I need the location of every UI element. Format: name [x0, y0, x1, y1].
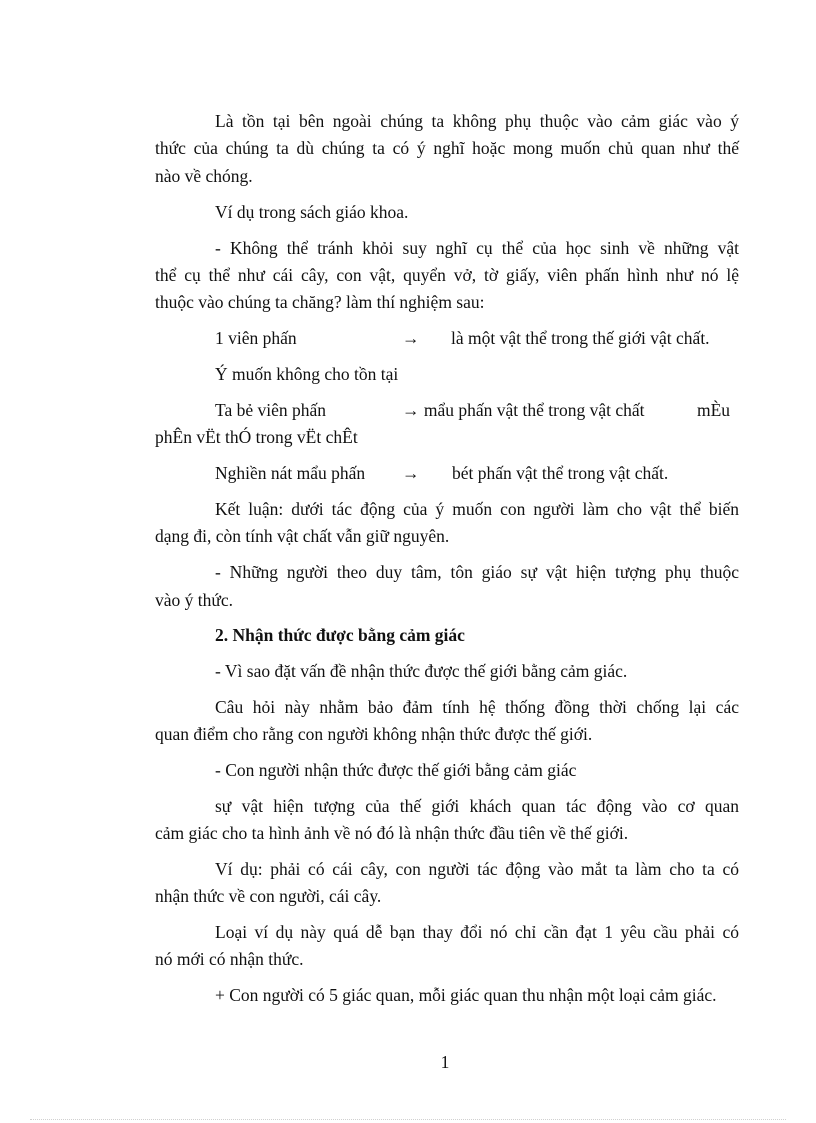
- conclusion-line-2: dạng đi, còn tính vật chất vẫn giữ nguyên.: [155, 526, 450, 546]
- arrow-icon: →: [402, 328, 420, 348]
- paragraph-2-line-2: thể cụ thể như cái cây, con vật, quyển vở, tờ giấy, viên phấn hình như nó lệ: [155, 265, 739, 285]
- example-intro: Ví dụ trong sách giáo khoa.: [215, 202, 409, 222]
- explanation-line-1: sự vật hiện tượng của thế giới khách quan tác động vào cơ quan: [215, 796, 739, 816]
- example-line-2: nhận thức về con người, cái cây.: [155, 886, 382, 906]
- section-heading: 2. Nhận thức được bằng cảm giác: [215, 625, 465, 645]
- paragraph-1-line-3: nào về chóng.: [155, 166, 253, 186]
- paragraph-1-line-1: Là tồn tại bên ngoài chúng ta không phụ thuộc vào cảm giác vào ý: [215, 111, 739, 131]
- experiment-row-3-left: Ta bẻ viên phấn: [215, 400, 327, 420]
- page-number: 1: [440, 1052, 450, 1072]
- experiment-row-2: Ý muốn không cho tồn tại: [215, 364, 399, 384]
- paragraph-2-line-1: - Không thể tránh khỏi suy nghĩ cụ thể của học sinh về những vật: [215, 238, 739, 258]
- claim: - Con người nhận thức được thế giới bằng cảm giác: [215, 760, 577, 780]
- paragraph-1-line-2: thức của chúng ta dù chúng ta có ý nghĩ hoặc mong muốn chủ quan như thế: [155, 138, 739, 158]
- page-bottom-divider: [30, 1119, 786, 1120]
- note-line-1: Loại ví dụ này quá dễ bạn thay đổi nó chỉ cần đạt 1 yêu cầu phải có: [215, 922, 739, 942]
- experiment-row-3-tail: mÈu: [697, 400, 731, 420]
- example-line-1: Ví dụ: phải có cái cây, con người tác động vào mắt ta làm cho ta có: [215, 859, 739, 879]
- experiment-row-1-right: là một vật thể trong thế giới vật chất.: [451, 328, 710, 348]
- idealism-line-1: - Những người theo duy tâm, tôn giáo sự vật hiện tượng phụ thuộc: [215, 562, 739, 582]
- experiment-row-3-right: → mẩu phấn vật thể trong vật chất: [402, 400, 645, 420]
- experiment-row-4-left: Nghiền nát mẩu phấn: [215, 463, 366, 483]
- experiment-row-3-continued: phÊn vËt thÓ trong vËt chÊt: [155, 427, 358, 447]
- senses: + Con người có 5 giác quan, mỗi giác quan thu nhận một loại cảm giác.: [215, 985, 717, 1005]
- experiment-row-1-left: 1 viên phấn: [215, 328, 297, 348]
- arrow-icon: →: [402, 463, 420, 483]
- conclusion-line-1: Kết luận: dưới tác động của ý muốn con người làm cho vật thể biến: [215, 499, 739, 519]
- note-line-2: nó mới có nhận thức.: [155, 949, 304, 969]
- experiment-row-4-right: bét phấn vật thể trong vật chất.: [452, 463, 669, 483]
- why-question: - Vì sao đặt vấn đề nhận thức được thế giới bằng cảm giác.: [215, 661, 628, 681]
- paragraph-2-line-3: thuộc vào chúng ta chăng? làm thí nghiệm sau:: [155, 292, 485, 312]
- explanation-line-2: cảm giác cho ta hình ảnh về nó đó là nhận thức đầu tiên về thế giới.: [155, 823, 629, 843]
- idealism-line-2: vào ý thức.: [155, 590, 234, 610]
- answer-line-2: quan điểm cho rằng con người không nhận thức được thế giới.: [155, 724, 593, 744]
- answer-line-1: Câu hỏi này nhằm bảo đảm tính hệ thống đồng thời chống lại các: [215, 697, 739, 717]
